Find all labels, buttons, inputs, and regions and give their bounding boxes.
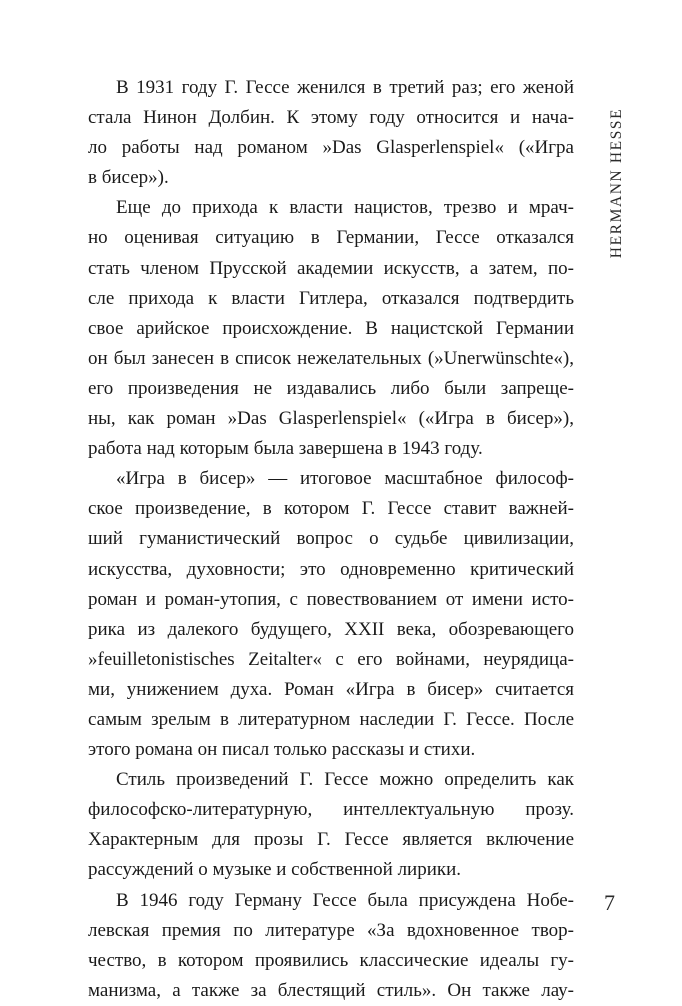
text-line: «Игра в бисер» — итоговое масштабное философ-: [116, 468, 574, 490]
text-line: свое арийское происхождение. В нацистской Германии: [88, 317, 574, 339]
text-line: ны, как роман »Das Glasperlenspiel« («Игра в бисер»),: [88, 408, 574, 430]
text-line: этого романа он писал только рассказы и стихи.: [88, 739, 476, 761]
text-line: его произведения не издавались либо были запреще-: [88, 377, 574, 399]
text-line: самым зрелым в литературном наследии Г. Гессе. После: [88, 708, 574, 730]
text-line: левская премия по литературе «За вдохновенное твор-: [88, 919, 574, 941]
text-line: философско-литературную, интеллектуальную прозу.: [88, 799, 574, 821]
text-line: стать членом Прусской академии искусств, а затем, по-: [88, 257, 574, 279]
text-line: работа над которым была завершена в 1943 году.: [88, 438, 483, 460]
page-number: 7: [604, 890, 615, 915]
text-line: искусства, духовности; это одновременно критический: [88, 558, 574, 580]
text-line: Характерным для прозы Г. Гессе является включение: [88, 829, 574, 851]
text-line: он был занесен в список нежелательных (»Unerwünschte«),: [88, 347, 574, 369]
text-line: ло работы над романом »Das Glasperlenspiel« («Игра: [88, 137, 574, 159]
text-line: ший гуманистический вопрос о судьбе цивилизации,: [88, 528, 574, 550]
text-line: рассуждений о музыке и собственной лирики.: [88, 859, 462, 881]
text-line: ми, унижением духа. Роман «Игра в бисер» считается: [88, 678, 574, 700]
running-head-label: HERMANN HESSE: [608, 107, 625, 259]
text-line: В 1946 году Герману Гессе была присуждена Нобе-: [116, 889, 574, 911]
text-line: сле прихода к власти Гитлера, отказался подтвердить: [88, 287, 574, 309]
text-line: чество, в котором проявились классические идеалы гу-: [88, 949, 574, 971]
text-line: ское произведение, в котором Г. Гессе ставит важней-: [88, 498, 574, 520]
text-line: Стиль произведений Г. Гессе можно определить как: [116, 769, 574, 791]
text-line: но оценивая ситуацию в Германии, Гессе отказался: [88, 227, 574, 249]
text-line: »feuilletonistisches Zeitalter« с его войнами, неурядица-: [88, 648, 574, 670]
text-line: манизма, а также за блестящий стиль». Он также лау-: [88, 979, 574, 1001]
text-line: в бисер»).: [88, 167, 169, 189]
running-head: [606, 88, 628, 278]
text-line: Еще до прихода к власти нацистов, трезво и мрач-: [116, 197, 574, 219]
text-line: стала Нинон Долбин. К этому году относится и нача-: [88, 107, 574, 129]
text-line: рика из далекого будущего, XXII века, обозревающего: [88, 618, 574, 640]
body-text: [88, 73, 574, 1006]
text-line: В 1931 году Г. Гессе женился в третий раз; его женой: [116, 77, 574, 98]
text-line: роман и роман-утопия, с повествованием от имени исто-: [88, 588, 574, 610]
